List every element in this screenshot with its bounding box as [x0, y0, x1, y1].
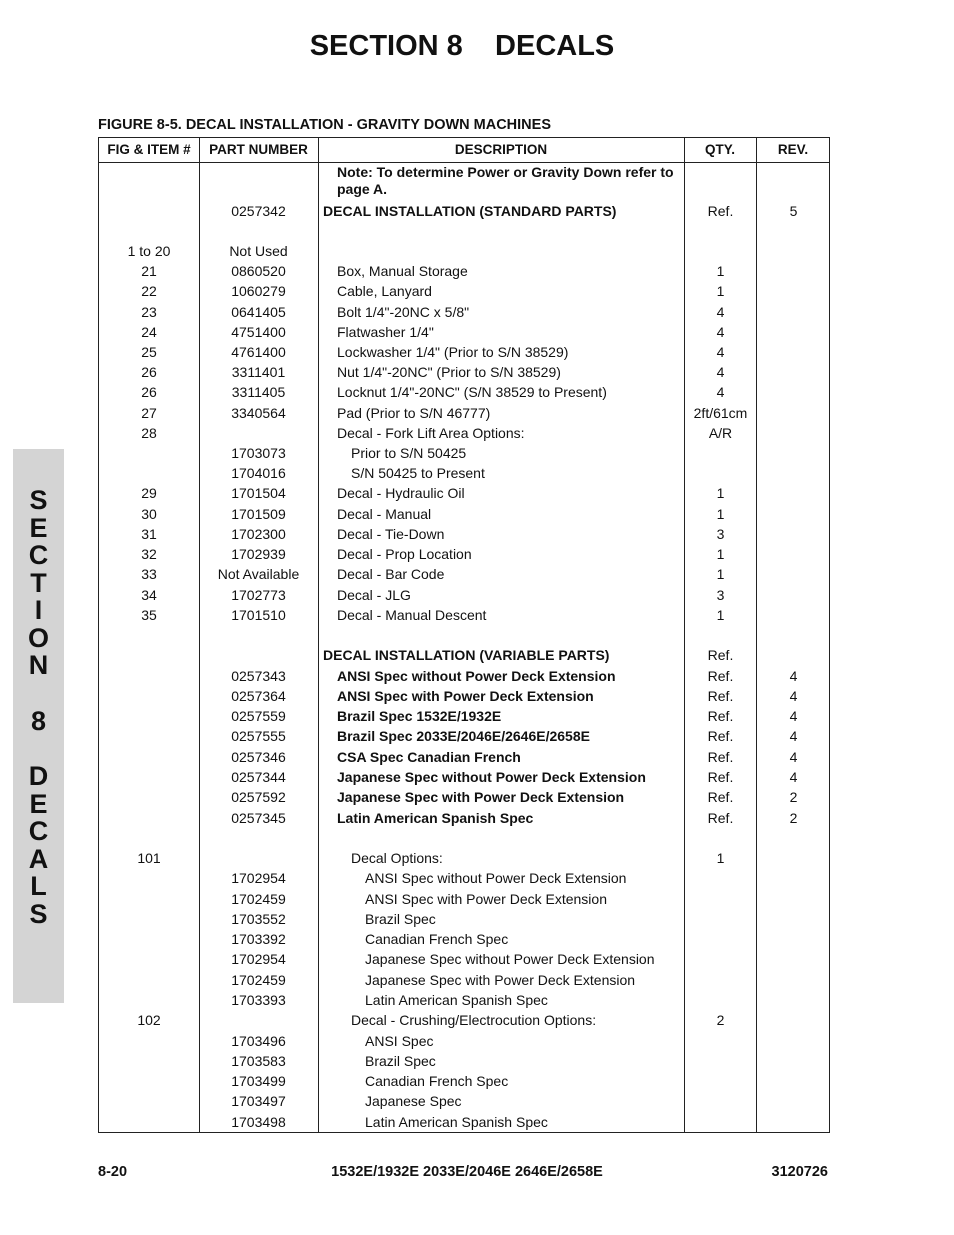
description-cell: Locknut 1/4"-20NC" (S/N 38529 to Present) — [337, 384, 607, 400]
part-number-cell: 1701509 — [231, 506, 286, 522]
side-tab-letter: T — [30, 568, 47, 598]
description-cell: Decal - Bar Code — [337, 566, 445, 582]
table-row — [99, 302, 829, 322]
side-tab-letter: A — [28, 844, 49, 874]
part-number-cell: 1703499 — [231, 1073, 286, 1089]
part-number-cell: 0257592 — [231, 789, 286, 805]
side-tab-letter: E — [29, 789, 48, 819]
table-row — [99, 483, 829, 503]
side-tab-letter: N — [28, 650, 49, 680]
table-row — [99, 261, 829, 281]
table-row — [99, 443, 829, 463]
description-cell: ANSI Spec without Power Deck Extension — [365, 870, 627, 886]
qty-cell: 1 — [716, 263, 725, 279]
part-number-cell: 1702459 — [231, 891, 286, 907]
part-number-cell: 0257343 — [231, 668, 286, 684]
table-row — [99, 868, 829, 888]
qty-cell: 4 — [716, 304, 725, 320]
qty-cell: 1 — [716, 607, 725, 623]
description-cell: Pad (Prior to S/N 46777) — [337, 405, 491, 421]
qty-cell: Ref. — [707, 647, 734, 663]
part-number-cell: 1703498 — [231, 1114, 286, 1130]
table-row — [99, 201, 829, 221]
qty-cell: 4 — [716, 344, 725, 360]
part-number-cell: 0257555 — [231, 728, 286, 744]
qty-cell: Ref. — [707, 749, 734, 765]
qty-cell: Ref. — [707, 728, 734, 744]
qty-cell: 1 — [716, 546, 725, 562]
table-row — [99, 747, 829, 767]
table-row — [99, 970, 829, 990]
header-part-number: PART NUMBER — [209, 142, 308, 157]
table-row — [99, 382, 829, 402]
part-number-cell: 1703496 — [231, 1033, 286, 1049]
rev-cell: 2 — [789, 789, 798, 805]
fig-item-cell: 102 — [137, 1012, 161, 1028]
description-cell: Decal Options: — [351, 850, 443, 866]
part-number-cell: 1701510 — [231, 607, 286, 623]
table-row — [99, 808, 829, 828]
description-cell: Decal - Fork Lift Area Options: — [337, 425, 525, 441]
part-number-cell: 1703392 — [231, 931, 286, 947]
qty-cell: A/R — [708, 425, 733, 441]
description-cell: ANSI Spec — [365, 1033, 434, 1049]
table-row — [99, 564, 829, 584]
part-number-cell: 1703552 — [231, 911, 286, 927]
description-cell: Latin American Spanish Spec — [337, 810, 534, 826]
figure-title: FIGURE 8-5. DECAL INSTALLATION - GRAVITY DOWN MACHINES — [98, 117, 551, 133]
qty-cell: Ref. — [707, 668, 734, 684]
part-number-cell: 1704016 — [231, 465, 286, 481]
qty-cell: Ref. — [707, 708, 734, 724]
footer-models: 1532E/1932E 2033E/2046E 2646E/2658E — [331, 1164, 603, 1180]
part-number-cell: 3340564 — [231, 405, 286, 421]
fig-item-cell: 25 — [141, 344, 157, 360]
fig-item-cell: 26 — [141, 364, 157, 380]
part-number-cell: 1702459 — [231, 972, 286, 988]
table-row — [99, 585, 829, 605]
part-number-cell: 1703393 — [231, 992, 286, 1008]
fig-item-cell: 31 — [141, 526, 157, 542]
description-cell: Latin American Spanish Spec — [365, 1114, 548, 1130]
part-number-cell: 3311405 — [231, 384, 286, 400]
description-cell: Japanese Spec — [365, 1093, 462, 1109]
description-cell: S/N 50425 to Present — [351, 465, 485, 481]
qty-cell: Ref. — [707, 810, 734, 826]
qty-cell: 3 — [716, 587, 725, 603]
description-cell: Decal - Hydraulic Oil — [337, 485, 465, 501]
table-row — [99, 666, 829, 686]
table-row — [99, 1051, 829, 1071]
qty-cell: 1 — [716, 850, 725, 866]
side-tab-letter: D — [28, 761, 49, 791]
part-number-cell: 1701504 — [231, 485, 286, 501]
fig-item-cell: 33 — [141, 566, 157, 582]
table-row — [99, 889, 829, 909]
fig-item-cell: 24 — [141, 324, 157, 340]
header-description: DESCRIPTION — [454, 142, 548, 157]
part-number-cell: 1703497 — [231, 1093, 286, 1109]
table-row — [99, 322, 829, 342]
fig-item-cell: 22 — [141, 283, 157, 299]
part-number-cell: 0257344 — [231, 769, 286, 785]
table-row — [99, 1031, 829, 1051]
fig-item-cell: 34 — [141, 587, 157, 603]
part-number-cell: 0257346 — [231, 749, 286, 765]
qty-cell: 4 — [716, 324, 725, 340]
header-qty: QTY. — [704, 142, 735, 157]
description-cell: Decal - Manual Descent — [337, 607, 487, 623]
table-row — [99, 605, 829, 625]
part-number-cell: 4761400 — [231, 344, 286, 360]
table-row — [99, 1112, 829, 1132]
part-number-cell: 0257364 — [231, 688, 286, 704]
fig-item-cell: 30 — [141, 506, 157, 522]
description-cell: Decal - JLG — [337, 587, 411, 603]
table-row — [99, 706, 829, 726]
table-row — [99, 949, 829, 969]
description-cell: Japanese Spec without Power Deck Extension — [365, 951, 655, 967]
fig-item-cell: 101 — [137, 850, 161, 866]
part-number-cell: 0257342 — [231, 203, 286, 219]
description-cell: CSA Spec Canadian French — [337, 749, 521, 765]
part-number-cell: 4751400 — [231, 324, 286, 340]
side-tab-letter: C — [28, 540, 49, 570]
fig-item-cell: 26 — [141, 384, 157, 400]
qty-cell: 4 — [716, 384, 725, 400]
side-tab-letter: S — [29, 899, 48, 929]
fig-item-cell: 1 to 20 — [127, 243, 171, 259]
description-cell: Latin American Spanish Spec — [365, 992, 548, 1008]
fig-item-cell: 23 — [141, 304, 157, 320]
part-number-cell: 1702954 — [231, 870, 286, 886]
rev-cell: 4 — [789, 708, 798, 724]
description-cell: Canadian French Spec — [365, 1073, 509, 1089]
description-cell: DECAL INSTALLATION (STANDARD PARTS) — [323, 203, 617, 219]
side-tab-letter: I — [34, 595, 43, 625]
fig-item-cell: 32 — [141, 546, 157, 562]
description-cell: Decal - Manual — [337, 506, 432, 522]
qty-cell: 2 — [716, 1012, 725, 1028]
qty-cell: 3 — [716, 526, 725, 542]
table-row — [99, 686, 829, 706]
description-cell: Box, Manual Storage — [337, 263, 468, 279]
description-cell: Nut 1/4"-20NC" (Prior to S/N 38529) — [337, 364, 561, 380]
rev-cell: 4 — [789, 668, 798, 684]
qty-cell: 1 — [716, 566, 725, 582]
description-cell: DECAL INSTALLATION (VARIABLE PARTS) — [323, 647, 610, 663]
table-row — [99, 1010, 829, 1030]
part-number-cell: 0860520 — [231, 263, 286, 279]
table-row — [99, 362, 829, 382]
table-row — [99, 281, 829, 301]
table-row — [99, 726, 829, 746]
table-row — [99, 787, 829, 807]
description-cell: Japanese Spec with Power Deck Extension — [337, 789, 625, 805]
side-tab-letter: S — [29, 485, 48, 515]
table-row — [99, 767, 829, 787]
qty-cell: 4 — [716, 364, 725, 380]
table-row — [99, 403, 829, 423]
table-row — [99, 504, 829, 524]
footer-page-number: 8-20 — [98, 1164, 128, 1180]
side-tab-letter: C — [28, 816, 49, 846]
part-number-cell: 0257559 — [231, 708, 286, 724]
description-cell: ANSI Spec with Power Deck Extension — [365, 891, 607, 907]
qty-cell: Ref. — [707, 789, 734, 805]
part-number-cell: 1702939 — [231, 546, 286, 562]
header-rev: REV. — [777, 142, 809, 157]
fig-item-cell: 28 — [141, 425, 157, 441]
part-number-cell: 1703073 — [231, 445, 286, 461]
table-row — [99, 1071, 829, 1091]
description-cell: Japanese Spec without Power Deck Extension — [337, 769, 646, 785]
qty-cell: 2ft/61cm — [693, 405, 748, 421]
description-cell: Prior to S/N 50425 — [351, 445, 467, 461]
side-tab-letter: O — [27, 623, 49, 653]
description-cell: ANSI Spec with Power Deck Extension — [337, 688, 594, 704]
footer-document-number: 3120726 — [771, 1164, 828, 1180]
side-tab-letter: 8 — [30, 706, 47, 736]
qty-cell: 1 — [716, 485, 725, 501]
fig-item-cell: 29 — [141, 485, 157, 501]
description-cell: Canadian French Spec — [365, 931, 509, 947]
description-cell: Flatwasher 1/4" — [337, 324, 434, 340]
description-cell: Brazil Spec — [365, 911, 436, 927]
part-number-cell: 0641405 — [231, 304, 286, 320]
table-row — [99, 463, 829, 483]
table-row — [99, 645, 829, 665]
description-cell: Bolt 1/4"-20NC x 5/8" — [337, 304, 470, 320]
qty-cell: Ref. — [707, 769, 734, 785]
description-cell: Brazil Spec 1532E/1932E — [337, 708, 502, 724]
part-number-cell: 1702300 — [231, 526, 286, 542]
qty-cell: Ref. — [707, 688, 734, 704]
qty-cell: Ref. — [707, 203, 734, 219]
header-divider — [99, 162, 829, 163]
table-row — [99, 990, 829, 1010]
header-fig-item: FIG & ITEM # — [107, 142, 191, 157]
rev-cell: 4 — [789, 769, 798, 785]
table-note: Note: To determine Power or Gravity Down refer to page A. — [337, 164, 674, 197]
table-row — [99, 524, 829, 544]
part-number-cell: 0257345 — [231, 810, 286, 826]
table-row — [99, 1091, 829, 1111]
fig-item-cell: 27 — [141, 405, 157, 421]
part-number-cell: 1060279 — [231, 283, 286, 299]
section-side-tab — [13, 449, 64, 1003]
table-row — [99, 241, 829, 261]
description-cell: Decal - Crushing/Electrocution Options: — [351, 1012, 597, 1028]
table-row — [99, 929, 829, 949]
description-cell: Lockwasher 1/4" (Prior to S/N 38529) — [337, 344, 569, 360]
fig-item-cell: 21 — [141, 263, 157, 279]
description-cell: Brazil Spec — [365, 1053, 436, 1069]
description-cell: Decal - Prop Location — [337, 546, 472, 562]
description-cell: Japanese Spec with Power Deck Extension — [365, 972, 636, 988]
qty-cell: 1 — [716, 506, 725, 522]
rev-cell: 5 — [789, 203, 798, 219]
rev-cell: 2 — [789, 810, 798, 826]
description-cell: Cable, Lanyard — [337, 283, 432, 299]
part-number-cell: 3311401 — [231, 364, 286, 380]
parts-table — [98, 137, 830, 1133]
part-number-cell: 1702773 — [231, 587, 286, 603]
description-cell: Brazil Spec 2033E/2046E/2646E/2658E — [337, 728, 590, 744]
part-number-cell: Not Available — [217, 566, 300, 582]
qty-cell: 1 — [716, 283, 725, 299]
side-tab-letter: L — [30, 871, 47, 901]
fig-item-cell: 35 — [141, 607, 157, 623]
side-tab-letter: E — [29, 513, 48, 543]
table-row — [99, 909, 829, 929]
description-cell: ANSI Spec without Power Deck Extension — [337, 668, 616, 684]
description-cell: Decal - Tie-Down — [337, 526, 445, 542]
table-row — [99, 848, 829, 868]
part-number-cell: 1703583 — [231, 1053, 286, 1069]
table-row — [99, 544, 829, 564]
part-number-cell: Not Used — [229, 243, 288, 259]
rev-cell: 4 — [789, 728, 798, 744]
rev-cell: 4 — [789, 749, 798, 765]
table-row — [99, 342, 829, 362]
page-title: SECTION 8 DECALS — [309, 30, 615, 62]
table-row — [99, 423, 829, 443]
rev-cell: 4 — [789, 688, 798, 704]
part-number-cell: 1702954 — [231, 951, 286, 967]
